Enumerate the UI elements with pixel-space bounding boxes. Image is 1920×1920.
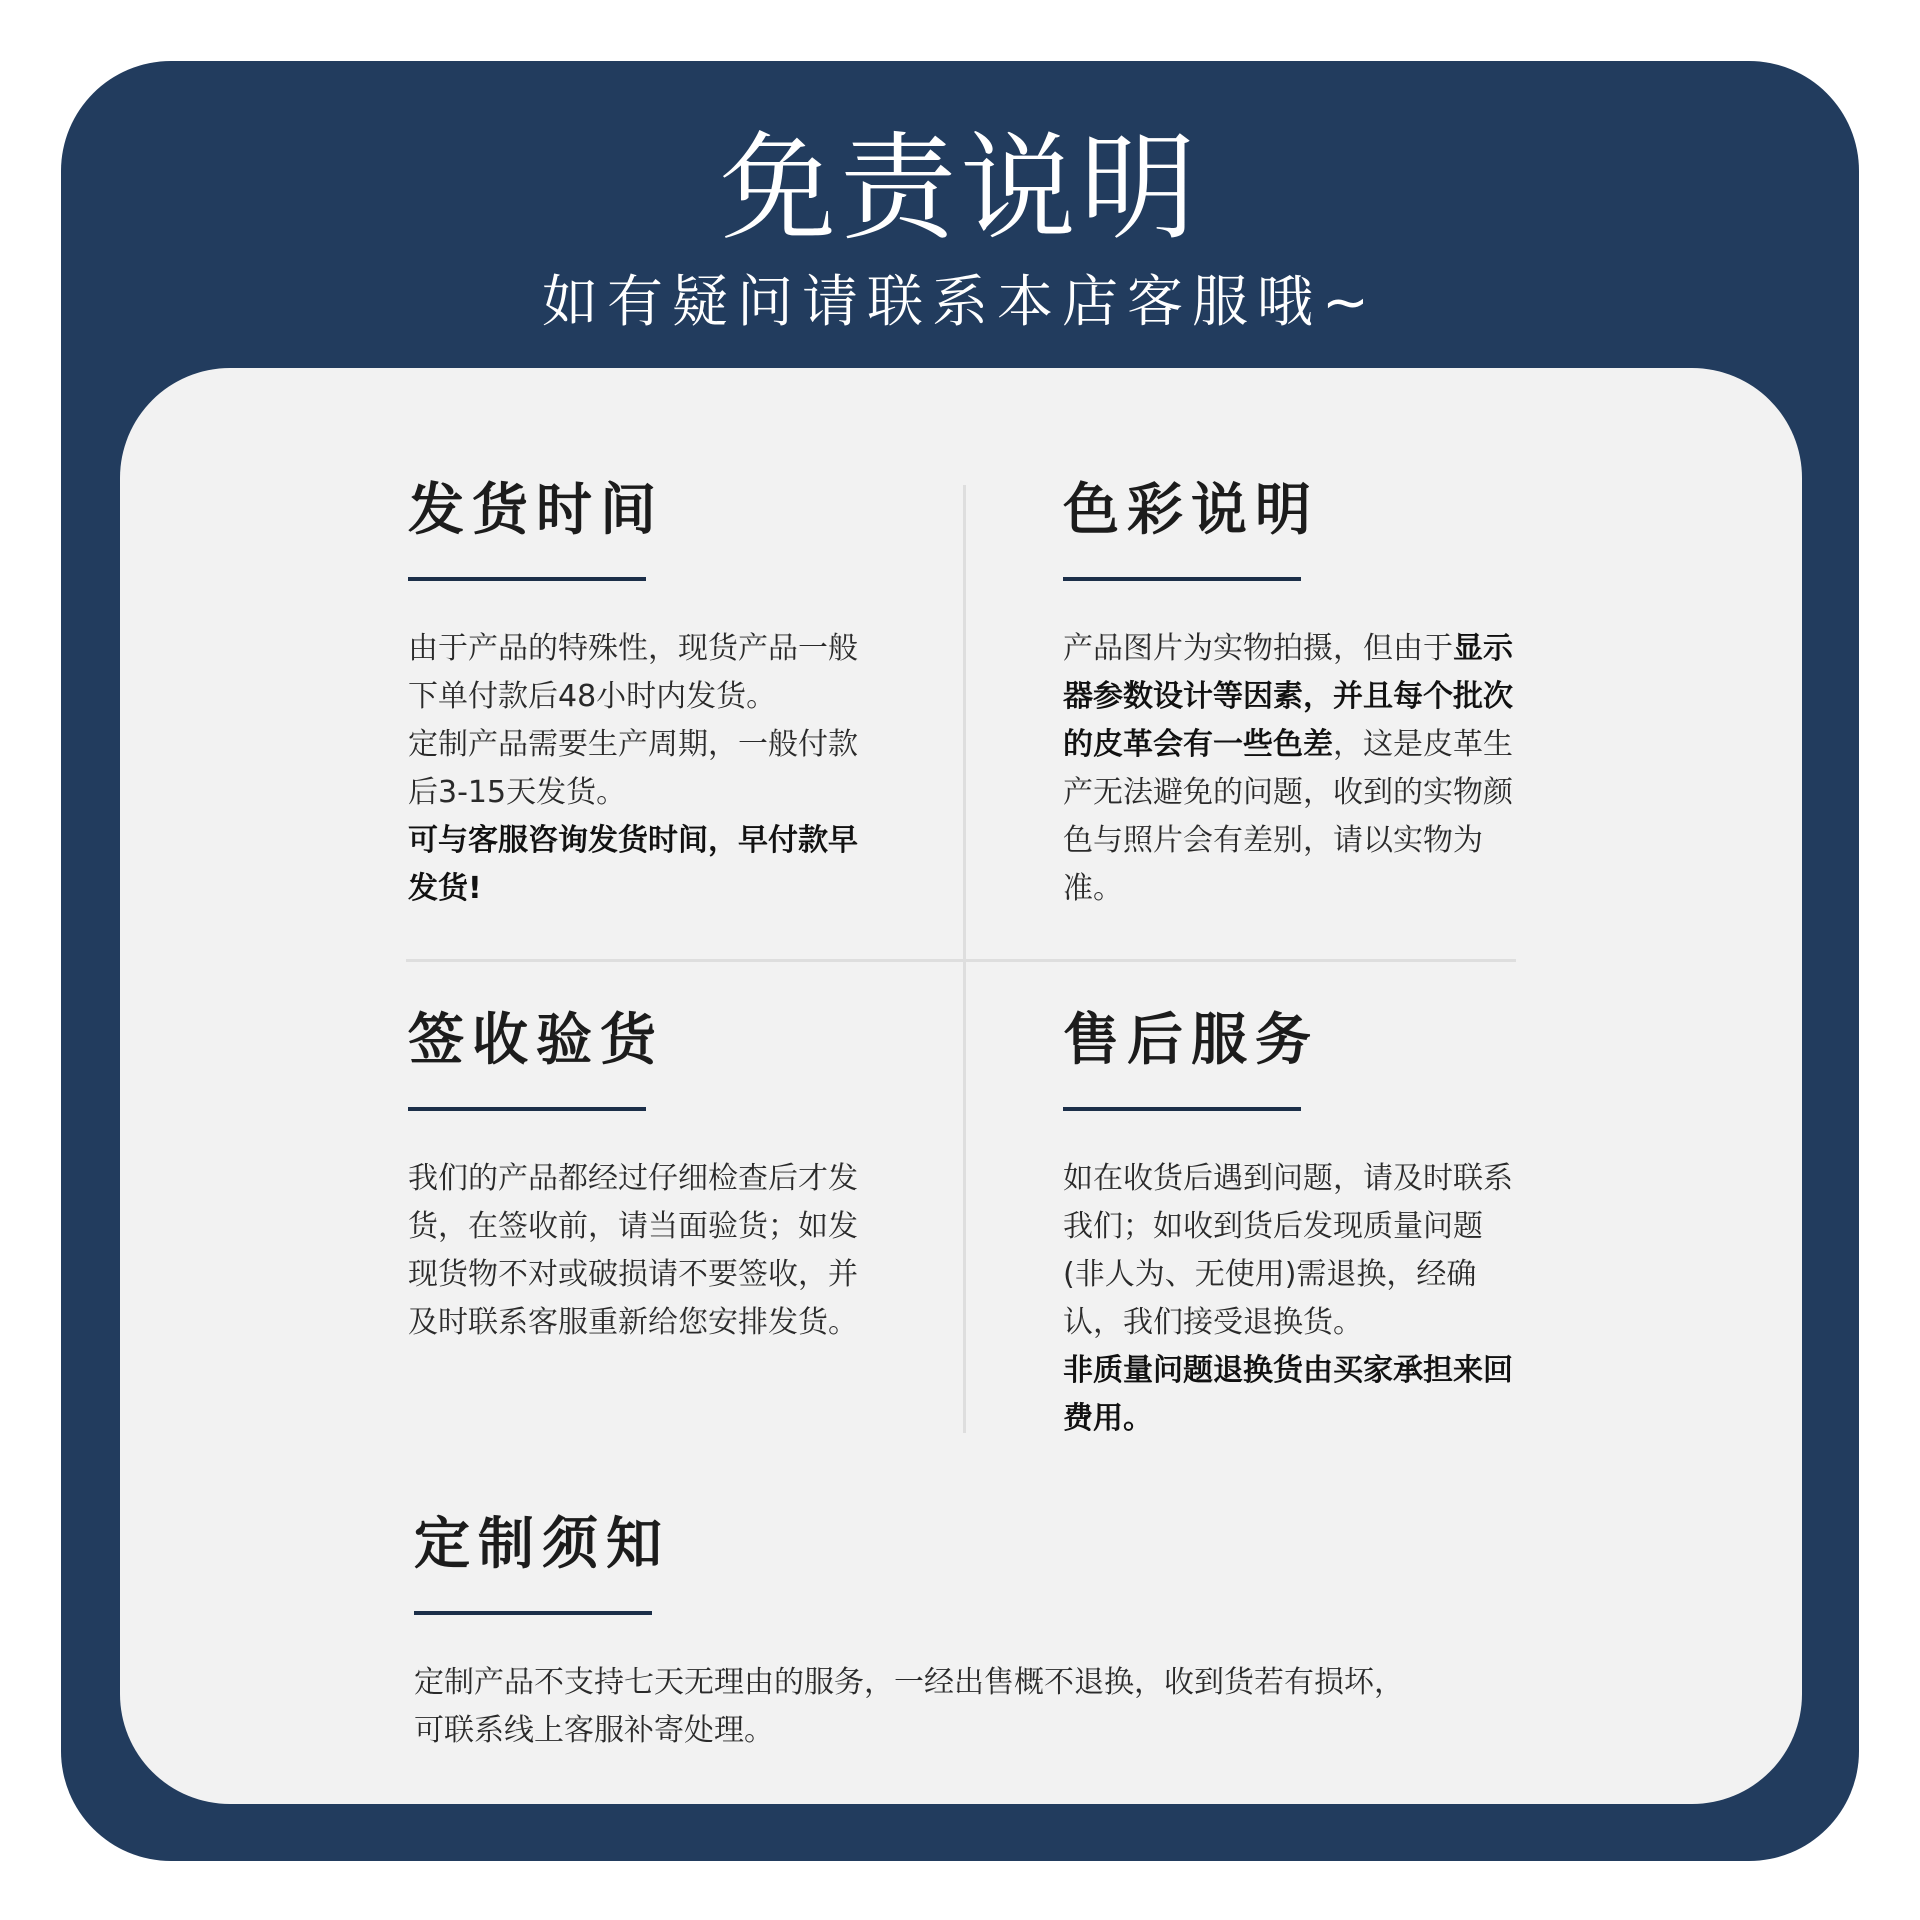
section-title: 色彩说明 [1063, 478, 1319, 543]
section-title: 售后服务 [1063, 1008, 1319, 1073]
section-title: 定制须知 [414, 1512, 670, 1577]
body-text: 由于产品的特殊性，现货产品一般下单付款后48小时内发货。 [408, 631, 858, 714]
page-subtitle: 如有疑问请联系本店客服哦~ [542, 270, 1378, 335]
body-text: 定制产品不支持七天无理由的服务，一经出售概不退换，收到货若有损坏， [414, 1665, 1404, 1700]
section-title: 发货时间 [408, 478, 664, 543]
after-sales-section [1063, 1008, 1523, 1443]
body-emphasis: 可与客服咨询发货时间，早付款早发货! [408, 823, 858, 906]
color-note-section [1063, 478, 1523, 913]
body-text: 我们的产品都经过仔细检查后才发货，在签收前，请当面验货；如发现货物不对或破损请不要签收，并及时联系客服重新给您安排发货。 [408, 1161, 858, 1340]
section-body [408, 1155, 868, 1347]
body-text: 定制产品需要生产周期，一般付款后3-15天发货。 [408, 727, 858, 810]
title-underline [414, 1611, 652, 1615]
body-emphasis: 显示器参数设计等因素，并且每个批次的皮革会有一些色差 [1063, 631, 1513, 762]
inspection-section [408, 1008, 868, 1347]
section-title: 签收验货 [408, 1008, 664, 1073]
section-body [1063, 625, 1523, 913]
title-underline [1063, 577, 1301, 581]
title-underline [408, 1107, 646, 1111]
body-text: ，这是皮革生产无法避免的问题，收到的实物颜色与照片会有差别，请以实物为准。 [1063, 727, 1513, 906]
body-text: 产品图片为实物拍摄，但由于 [1063, 631, 1453, 666]
section-body [408, 625, 868, 913]
section-body [414, 1659, 1514, 1755]
custom-order-section [414, 1512, 1514, 1755]
title-underline [1063, 1107, 1301, 1111]
body-text: 如在收货后遇到问题，请及时联系我们；如收到货后发现质量问题(非人为、无使用)需退换，经确认，我们接受退换货。 [1063, 1161, 1513, 1340]
body-text: 可联系线上客服补寄处理。 [414, 1713, 774, 1748]
body-emphasis: 非质量问题退换货由买家承担来回费用。 [1063, 1353, 1513, 1436]
page-title: 免责说明 [720, 121, 1200, 256]
section-body [1063, 1155, 1523, 1443]
shipping-time-section [408, 478, 868, 913]
horizontal-divider [406, 959, 1516, 962]
title-underline [408, 577, 646, 581]
